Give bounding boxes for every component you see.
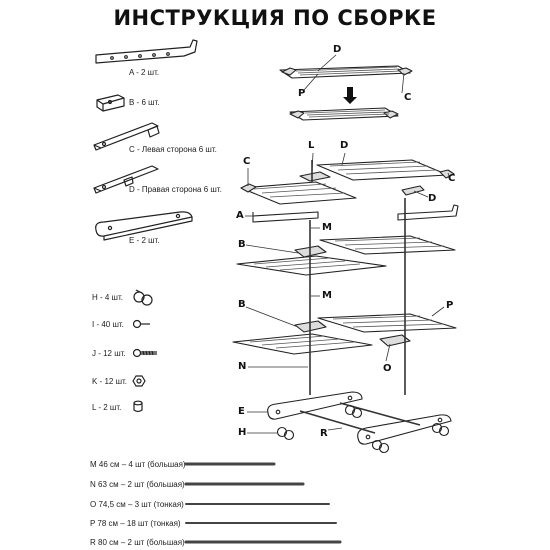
page-title: ИНСТРУКЦИЯ ПО СБОРКЕ bbox=[113, 6, 437, 30]
hardware-k-caption: K - 12 шт. bbox=[92, 377, 127, 386]
callout-p2: P bbox=[446, 300, 454, 311]
hardware-l-cap bbox=[134, 401, 142, 411]
part-d-caption: D - Правая сторона 6 шт. bbox=[129, 185, 222, 194]
callout-e: E bbox=[238, 406, 245, 417]
hardware-l-caption: L - 2 шт. bbox=[92, 403, 122, 412]
callout-a: A bbox=[236, 210, 244, 221]
lower-right-shelf bbox=[318, 314, 456, 332]
middle-right-shelf bbox=[320, 236, 455, 254]
callout-r: R bbox=[320, 428, 328, 439]
part-c-caption: C - Левая сторона 6 шт. bbox=[129, 145, 217, 154]
hardware-j-caption: J - 12 шт. bbox=[92, 349, 126, 358]
lower-left-shelf bbox=[233, 334, 372, 354]
callout-m1: M bbox=[322, 222, 332, 233]
base-right-foot bbox=[358, 415, 451, 444]
callout-d2: D bbox=[340, 140, 349, 151]
callout-c-left: C bbox=[243, 156, 251, 167]
rod-p-caption: P 78 см – 18 шт (тонкая) bbox=[90, 519, 181, 528]
a-rail-right bbox=[398, 205, 458, 220]
second-shelf bbox=[290, 108, 398, 120]
base-r-rods bbox=[300, 403, 420, 433]
vertical-poles bbox=[310, 160, 405, 395]
down-arrow bbox=[343, 87, 357, 104]
upper-right-wing bbox=[317, 160, 454, 180]
callout-l: L bbox=[308, 140, 315, 151]
callout-b1: B bbox=[238, 239, 246, 250]
rods-list bbox=[186, 464, 340, 542]
top-shelf bbox=[280, 66, 412, 78]
callout-c-top: C bbox=[404, 92, 412, 103]
rod-m-caption: M 46 см – 4 шт (большая) bbox=[90, 460, 186, 469]
part-a-caption: A - 2 шт. bbox=[129, 68, 160, 77]
part-e-caption: E - 2 шт. bbox=[129, 236, 160, 245]
upper-left-wing bbox=[241, 182, 356, 204]
callout-d3: D bbox=[428, 193, 437, 204]
hardware-i-caption: I - 40 шт. bbox=[92, 320, 124, 329]
hardware-h-caption: H - 4 шт. bbox=[92, 293, 123, 302]
top-hinge-l bbox=[300, 172, 330, 181]
hardware-h-wheel bbox=[134, 290, 152, 305]
middle-left-shelf bbox=[237, 256, 386, 275]
callout-h: H bbox=[238, 427, 247, 438]
part-b-bracket bbox=[97, 95, 124, 111]
part-a-rail bbox=[96, 40, 197, 63]
callout-m2: M bbox=[322, 290, 332, 301]
rod-n-caption: N 63 см – 2 шт (большая) bbox=[90, 480, 185, 489]
callout-b2: B bbox=[238, 299, 246, 310]
hardware-k-nut bbox=[133, 376, 145, 386]
a-rail-left bbox=[253, 212, 318, 222]
callout-p-top: P bbox=[298, 88, 306, 99]
callout-o: O bbox=[383, 363, 392, 374]
rod-o-caption: O 74,5 см – 3 шт (тонкая) bbox=[90, 500, 184, 509]
hardware-j-screw bbox=[134, 350, 158, 357]
hardware-i-screw bbox=[134, 321, 151, 328]
callout-d-top: D bbox=[333, 44, 342, 55]
part-b-caption: B - 6 шт. bbox=[129, 98, 160, 107]
callout-c-right: C bbox=[448, 173, 456, 184]
rod-r-caption: R 80 см – 2 шт (большая) bbox=[90, 538, 185, 547]
callout-n: N bbox=[238, 361, 247, 372]
